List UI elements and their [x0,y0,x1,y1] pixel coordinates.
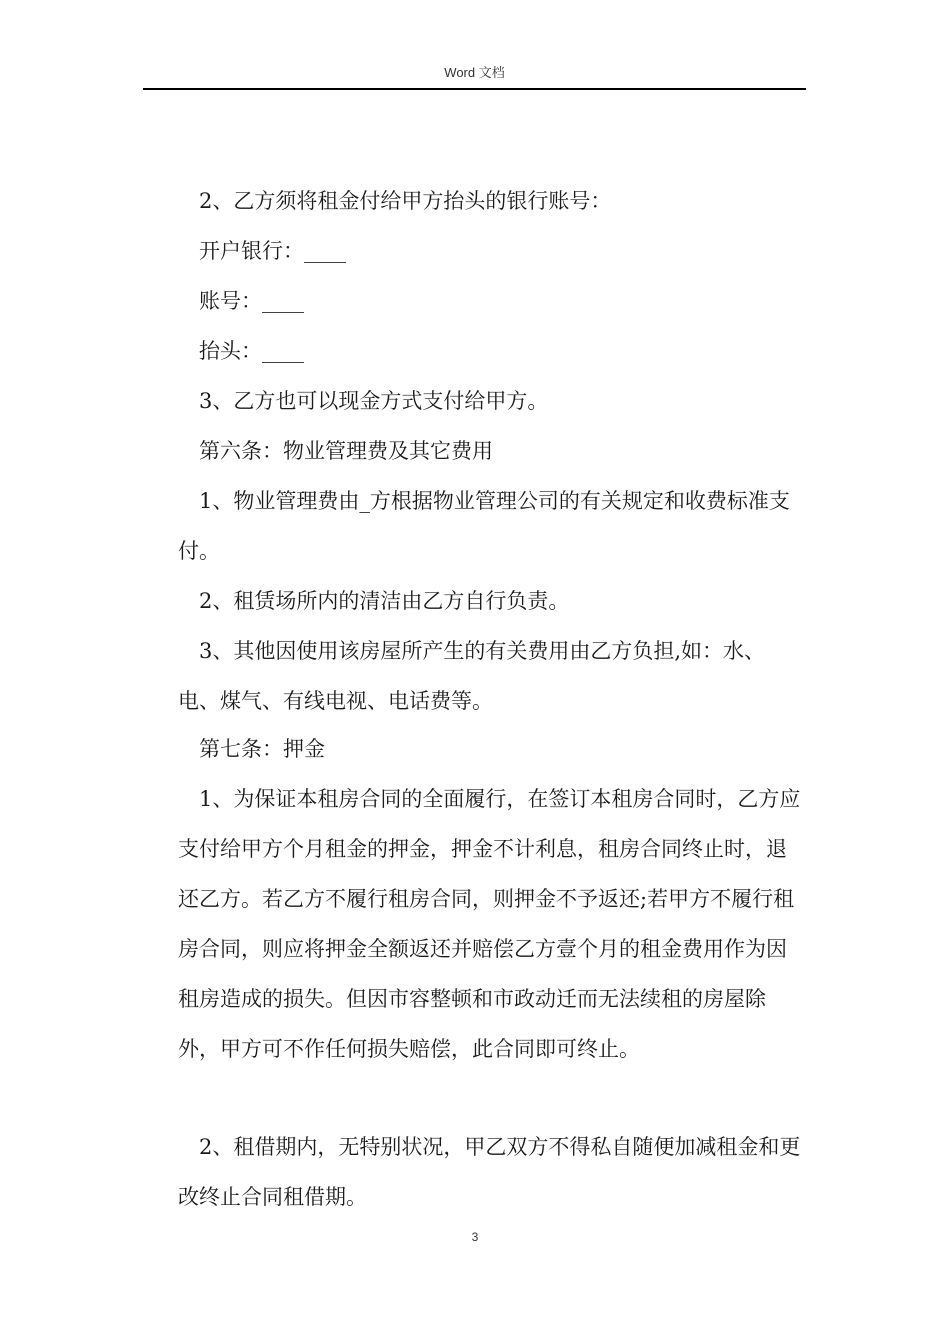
paragraph-property-fee: 1、物业管理费由_方根据物业管理公司的有关规定和收费标准支付。 [178,489,790,563]
paragraph-bank-account: 2、乙方须将租金付给甲方抬头的银行账号： [199,189,612,213]
paragraph-bank-name: 开户银行：____ [199,239,346,263]
paragraph-cash-payment: 3、乙方也可以现金方式支付给甲方。 [199,389,549,413]
paragraph-rent-change: 2、租借期内，无特别状况，甲乙双方不得私自随便加减租金和更改终止合同租借期。 [178,1135,801,1209]
page-header [143,62,806,90]
header-title: Word 文档 [444,65,505,80]
page-number: 3 [471,1230,479,1244]
article-six-heading: 第六条：物业管理费及其它费用 [199,439,493,463]
paragraph-other-fees: 3、其他因使用该房屋所产生的有关费用由乙方负担,如：水、电、煤气、有线电视、电话费等。 [178,639,766,713]
article-seven-heading: 第七条：押金 [199,737,325,761]
paragraph-account-number: 账号：____ [199,289,304,313]
paragraph-cleaning: 2、租赁场所内的清洁由乙方自行负责。 [199,589,570,613]
paragraph-account-holder: 抬头：____ [199,339,304,363]
paragraph-deposit: 1、为保证本租房合同的全面履行，在签订本租房合同时，乙方应支付给甲方个月租金的押金，押金不计利息，租房合同终止时，退还乙方。若乙方不履行租房合同，则押金不予返还;若甲方不履行租房合同，则应将押金全额返还并赔偿乙方壹个月的租金费用作为因租房造成的损失。但因市容整顿和市政动迁而无法续租的房屋除外，甲方可不作任何损失赔偿，此合同即可终止。 [178,787,801,1061]
